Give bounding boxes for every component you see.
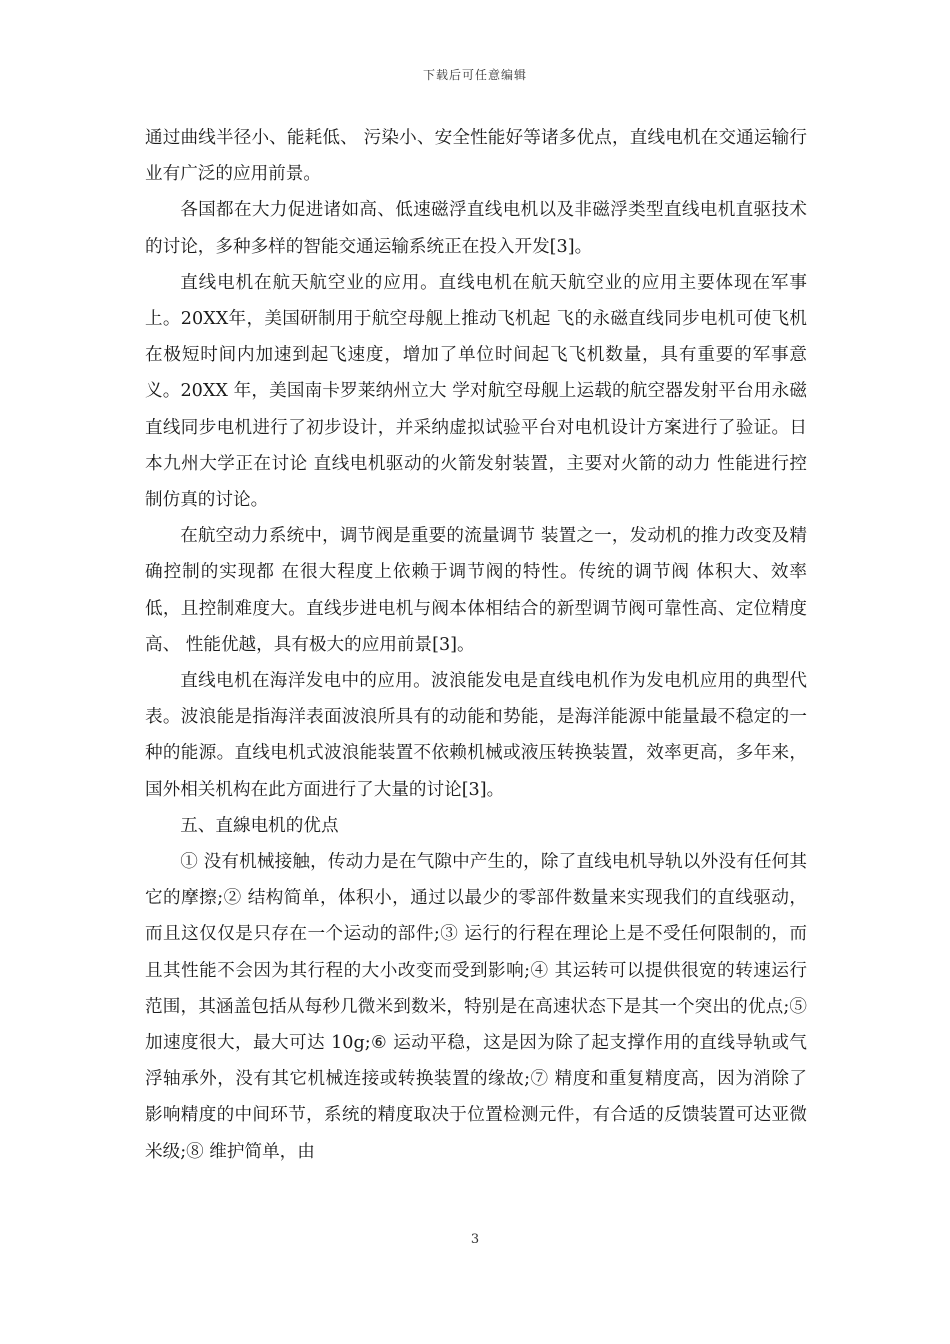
- paragraph: ① 没有机械接触，传动力是在气隙中产生的，除了直线电机导轨以外没有任何其它的摩擦;② 结构简单，体积小，通过以最少的零部件数量来实现我们的直线驱动，而且这仅仅是只存在一个运动的部件;③ 运行的行程在理论上是不受任何限制的，而且其性能不会因为其行程的大小改变而受到影响;④ 其运转可以提供很宽的转速运行范围，其涵盖包括从每秒几微米到数米，特别是在高速状态下是其一个突出的优点;⑤ 加速度很大，最大可达 10g;⑥ 运动平稳，这是因为除了起支撑作用的直线导轨或气浮轴承外，没有其它机械连接或转换装置的缘故;⑦ 精度和重复精度高，因为消除了影响精度的中间环节，系统的精度取决于位置检测元件，有合适的反馈装置可达亚微米级;⑧ 维护简单，由: [145, 852, 807, 1162]
- document-body: [145, 120, 807, 1170]
- paragraph: 各国都在大力促进诸如高、低速磁浮直线电机以及非磁浮类型直线电机直驱技术的讨论，多种多样的智能交通运输系统正在投入开发[3]。: [145, 200, 807, 257]
- paragraph: 直线电机在航天航空业的应用。直线电机在航天航空业的应用主要体现在军事上。20XX年，美国研制用于航空母舰上推动飞机起 飞的永磁直线同步电机可使飞机在极短时间内加速到起飞速度，增加了单位时间起飞飞机数量，具有重要的军事意义。20XX 年，美国南卡罗莱纳州立大 学对航空母舰上运载的航空器发射平台用永磁直线同步电机进行了初步设计，并采纳虚拟试验平台对电机设计方案进行了验证。日本九州大学正在讨论 直线电机驱动的火箭发射装置，主要对火箭的动力 性能进行控制仿真的讨论。: [145, 272, 807, 511]
- section-heading: 五、直線电机的优点: [180, 815, 339, 836]
- page-number: 3: [470, 1232, 480, 1247]
- paragraph: 直线电机在海洋发电中的应用。波浪能发电是直线电机作为发电机应用的典型代表。波浪能是指海洋表面波浪所具有的动能和势能，是海洋能源中能量最不稳定的一种的能源。直线电机式波浪能装置不依赖机械或液压转换装置，效率更高，多年来，国外相关机构在此方面进行了大量的讨论[3]。: [145, 671, 807, 800]
- paragraph: 在航空动力系统中，调节阀是重要的流量调节 装置之一，发动机的推力改变及精确控制的实现都 在很大程度上依赖于调节阀的特性。传统的调节阀 体积大、效率低，且控制难度大。直线步进电机与阀本体相结合的新型调节阀可靠性高、定位精度高、 性能优越，具有极大的应用前景[3]。: [145, 526, 807, 655]
- paragraph: 通过曲线半径小、能耗低、 污染小、安全性能好等诸多优点，直线电机在交通运输行业有广泛的应用前景。: [145, 128, 807, 185]
- page-header: 下载后可任意编辑: [422, 68, 527, 82]
